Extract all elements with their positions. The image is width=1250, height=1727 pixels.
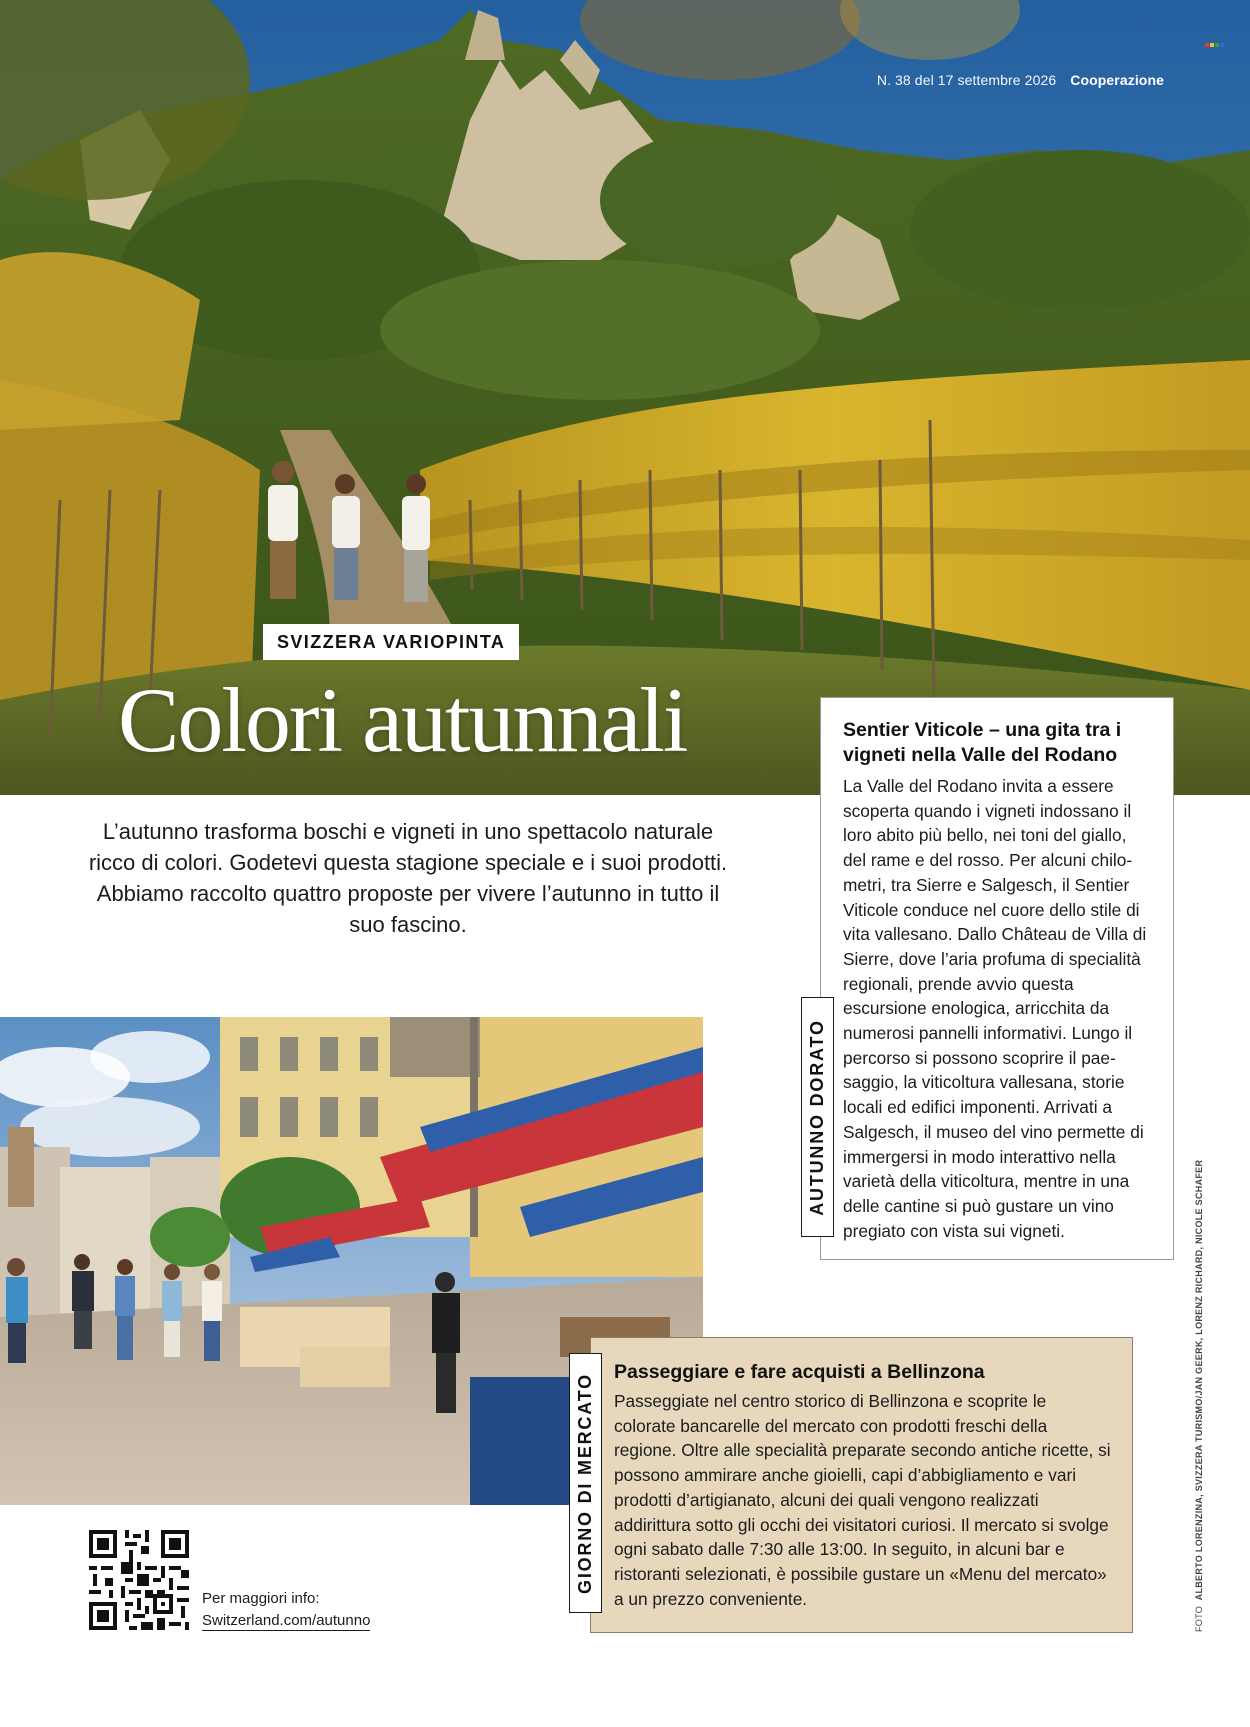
autunno-dorato-tab: [801, 997, 834, 1237]
corner-color-dots: [1204, 34, 1224, 52]
photo-credit: [1194, 1160, 1204, 1632]
intro-paragraph: L’autunno trasforma boschi e vigneti in uno spettacolo naturale ricco di colori. Godetevi questa stagione speciale e i suoi prodotti. Abbiamo raccolto quattro proposte per vivere l’autunno in tutto il suo fascino.: [88, 819, 728, 937]
more-info-label: Per maggiori info:: [202, 1590, 320, 1607]
mercato-box: [590, 1337, 1133, 1633]
mercato-body: Passeggiate nel centro storico di Bellinzona e scoprite le colorate bancarelle del mercato con prodotti freschi della regione. Oltre alle specialità preparate secondo antiche ricette, si possono ammirare anche gioielli, capi d’abbigliamento e vari prodotti d’artigianato, alcuni dei quali vengono realizzati addirittura sotto gli occhi dei visitatori curiosi. Il mercato si svolge ogni sabato dalle 7:30 alle 13:00. In seguito, in alcuni bar e ristoranti selezionati, è possibile gustare un «Menu del mercato» a un prezzo conveniente.: [614, 1391, 1111, 1609]
masthead: [877, 72, 1164, 88]
section-kicker: SVIZZERA VARIOPINTA: [263, 624, 519, 660]
photo-credit-prefix: FOTO: [1194, 1605, 1204, 1632]
viticole-title: Sentier Viticole – una gita tra i vigneti nella Valle del Rodano: [843, 719, 1122, 766]
qr-code-icon[interactable]: [89, 1530, 189, 1630]
giorno-di-mercato-label: GIORNO DI MERCATO: [575, 1372, 595, 1594]
issue-date: N. 38 del 17 settembre 2026: [876, 72, 1057, 88]
viticole-body: La Valle del Rodano invita a essere scoperta quando i vigneti indossano il loro abito più bello, nei toni del giallo, del rame e del rosso. Per alcuni chilometri, tra Sierre e Salgesch, il Sentier Viticole conduce nel cuore dello stile di vita vallesano. Dallo Château de Villa di Sierre, dove l’aria profuma di specialità regionali, prende avvio questa escursione enologica, arricchita da numerosi pannelli informativi. Lungo il percorso si possono scoprire il paesaggio, la viticoltura vallesana, storie locali ed edifici imponenti. Arrivati a Salgesch, il museo del vino permette di immergersi in modo interattivo nella varietà della viticoltura, mentre in una delle cantine si può gustare un vino pregiato con vista sui vigneti.: [843, 776, 1147, 1241]
brand-name: Cooperazione: [1070, 72, 1164, 88]
mercato-title: Passeggiare e fare acquisti a Bellinzona: [614, 1361, 985, 1383]
photo-credit-names: ALBERTO LORENZINA, SVIZZERA TURISMO/JAN GEERK, LORENZ RICHARD, NICOLE SCHAFER: [1194, 1159, 1204, 1601]
more-info-link[interactable]: Switzerland.com/autunno: [202, 1612, 371, 1629]
giorno-di-mercato-tab: [569, 1353, 602, 1613]
autunno-dorato-label: AUTUNNO DORATO: [807, 1018, 827, 1216]
viticole-box: [820, 697, 1174, 1260]
more-info: [202, 1588, 370, 1632]
page-title: Colori autunnali: [118, 669, 687, 771]
